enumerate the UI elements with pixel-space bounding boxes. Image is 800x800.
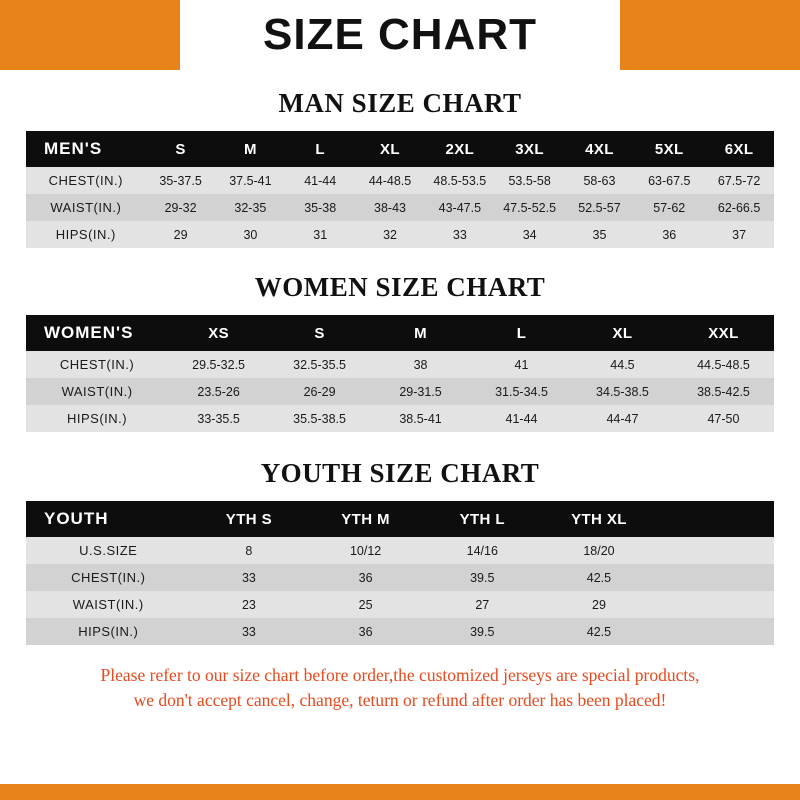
man-row0-label: CHEST(IN.) [26, 167, 146, 194]
man-col-xl: XL [355, 131, 425, 167]
table-row [26, 378, 774, 405]
women-row0-cell4: 44.5 [572, 351, 673, 378]
footer-bar [0, 784, 800, 800]
man-row2-cell4: 33 [425, 221, 495, 248]
youth-row1-cell1: 36 [307, 564, 424, 591]
women-row2-cell0: 33-35.5 [168, 405, 269, 432]
table-row [26, 564, 774, 591]
man-row2-cell0: 29 [146, 221, 216, 248]
man-row2-cell1: 30 [215, 221, 285, 248]
man-row1-cell7: 57-62 [634, 194, 704, 221]
table-row [26, 221, 774, 248]
women-col-xs: XS [168, 315, 269, 351]
man-col-4xl: 4XL [565, 131, 635, 167]
man-col-6xl: 6XL [704, 131, 774, 167]
man-row1-cell0: 29-32 [146, 194, 216, 221]
man-row1-cell6: 52.5-57 [565, 194, 635, 221]
man-col-s: S [146, 131, 216, 167]
table-row [26, 194, 774, 221]
youth-row3-cell1: 36 [307, 618, 424, 645]
man-row2-cell7: 36 [634, 221, 704, 248]
women-size-table [26, 315, 774, 432]
women-row1-label: WAIST(IN.) [26, 378, 168, 405]
table-row [26, 405, 774, 432]
man-table-header-row [26, 131, 774, 167]
youth-size-table [26, 501, 774, 645]
man-row0-cell0: 35-37.5 [146, 167, 216, 194]
women-col-l: L [471, 315, 572, 351]
women-row0-cell0: 29.5-32.5 [168, 351, 269, 378]
youth-row0-cell3: 18/20 [541, 537, 658, 564]
youth-row2-cell1: 25 [307, 591, 424, 618]
youth-row3-cell4 [657, 618, 774, 645]
youth-row0-cell1: 10/12 [307, 537, 424, 564]
youth-row3-cell0: 33 [191, 618, 308, 645]
women-row2-cell1: 35.5-38.5 [269, 405, 370, 432]
man-row1-cell8: 62-66.5 [704, 194, 774, 221]
man-row0-cell1: 37.5-41 [215, 167, 285, 194]
women-row0-cell1: 32.5-35.5 [269, 351, 370, 378]
youth-row2-cell4 [657, 591, 774, 618]
man-row1-cell5: 47.5-52.5 [495, 194, 565, 221]
man-section-title: MAN SIZE CHART [278, 88, 522, 118]
youth-row0-cell0: 8 [191, 537, 308, 564]
women-row0-cell5: 44.5-48.5 [673, 351, 774, 378]
man-row0-cell2: 41-44 [285, 167, 355, 194]
youth-row1-cell2: 39.5 [424, 564, 541, 591]
order-policy-note [26, 663, 774, 714]
man-row0-cell5: 53.5-58 [495, 167, 565, 194]
youth-row2-label: WAIST(IN.) [26, 591, 191, 618]
youth-row1-label: CHEST(IN.) [26, 564, 191, 591]
youth-col-yth-s: YTH S [191, 501, 308, 537]
women-row2-cell4: 44-47 [572, 405, 673, 432]
youth-row1-cell3: 42.5 [541, 564, 658, 591]
table-row [26, 618, 774, 645]
women-row-label-header: WOMEN'S [26, 315, 168, 351]
youth-section-title: YOUTH SIZE CHART [260, 458, 540, 488]
table-row [26, 167, 774, 194]
women-row1-cell0: 23.5-26 [168, 378, 269, 405]
man-row1-cell2: 35-38 [285, 194, 355, 221]
women-table-header-row [26, 315, 774, 351]
man-row0-cell7: 63-67.5 [634, 167, 704, 194]
table-row [26, 591, 774, 618]
man-size-table [26, 131, 774, 248]
youth-row0-cell4 [657, 537, 774, 564]
youth-row3-cell3: 42.5 [541, 618, 658, 645]
youth-row2-cell2: 27 [424, 591, 541, 618]
header-banner [0, 0, 800, 70]
women-row0-cell2: 38 [370, 351, 471, 378]
women-col-xl: XL [572, 315, 673, 351]
youth-row2-cell3: 29 [541, 591, 658, 618]
man-row1-cell4: 43-47.5 [425, 194, 495, 221]
youth-row0-cell2: 14/16 [424, 537, 541, 564]
women-row1-cell5: 38.5-42.5 [673, 378, 774, 405]
youth-row3-label: HIPS(IN.) [26, 618, 191, 645]
man-row2-cell8: 37 [704, 221, 774, 248]
women-row1-cell1: 26-29 [269, 378, 370, 405]
women-row1-cell4: 34.5-38.5 [572, 378, 673, 405]
man-col-5xl: 5XL [634, 131, 704, 167]
women-row2-cell3: 41-44 [471, 405, 572, 432]
man-col-3xl: 3XL [495, 131, 565, 167]
man-col-l: L [285, 131, 355, 167]
man-row2-cell5: 34 [495, 221, 565, 248]
man-row2-cell3: 32 [355, 221, 425, 248]
table-row [26, 351, 774, 378]
content-area [0, 88, 800, 714]
youth-row2-cell0: 23 [191, 591, 308, 618]
women-col-xxl: XXL [673, 315, 774, 351]
man-row0-cell4: 48.5-53.5 [425, 167, 495, 194]
table-row [26, 537, 774, 564]
women-row2-cell2: 38.5-41 [370, 405, 471, 432]
women-col-m: M [370, 315, 471, 351]
youth-col-yth-l: YTH L [424, 501, 541, 537]
women-row0-label: CHEST(IN.) [26, 351, 168, 378]
man-row2-label: HIPS(IN.) [26, 221, 146, 248]
man-row1-label: WAIST(IN.) [26, 194, 146, 221]
man-row2-cell6: 35 [565, 221, 635, 248]
man-row0-cell3: 44-48.5 [355, 167, 425, 194]
man-row0-cell8: 67.5-72 [704, 167, 774, 194]
youth-row0-label: U.S.SIZE [26, 537, 191, 564]
youth-col-empty [657, 501, 774, 537]
youth-row3-cell2: 39.5 [424, 618, 541, 645]
women-col-s: S [269, 315, 370, 351]
order-policy-note-line2: we don't accept cancel, change, teturn or refund after order has been placed! [133, 690, 667, 711]
page-title: SIZE CHART [263, 10, 537, 59]
youth-row-label-header: YOUTH [26, 501, 191, 537]
women-row0-cell3: 41 [471, 351, 572, 378]
youth-row1-cell4 [657, 564, 774, 591]
man-row0-cell6: 58-63 [565, 167, 635, 194]
youth-col-yth-m: YTH M [307, 501, 424, 537]
women-row2-cell5: 47-50 [673, 405, 774, 432]
man-row1-cell3: 38-43 [355, 194, 425, 221]
youth-col-yth-xl: YTH XL [541, 501, 658, 537]
women-row1-cell2: 29-31.5 [370, 378, 471, 405]
youth-row1-cell0: 33 [191, 564, 308, 591]
man-row1-cell1: 32-35 [215, 194, 285, 221]
man-col-2xl: 2XL [425, 131, 495, 167]
women-row2-label: HIPS(IN.) [26, 405, 168, 432]
man-col-m: M [215, 131, 285, 167]
women-row1-cell3: 31.5-34.5 [471, 378, 572, 405]
order-policy-note-line1: Please refer to our size chart before order,the customized jerseys are special products, [100, 665, 700, 685]
man-row2-cell2: 31 [285, 221, 355, 248]
women-section-title: WOMEN SIZE CHART [254, 272, 546, 302]
youth-table-header-row [26, 501, 774, 537]
man-row-label-header: MEN'S [26, 131, 146, 167]
